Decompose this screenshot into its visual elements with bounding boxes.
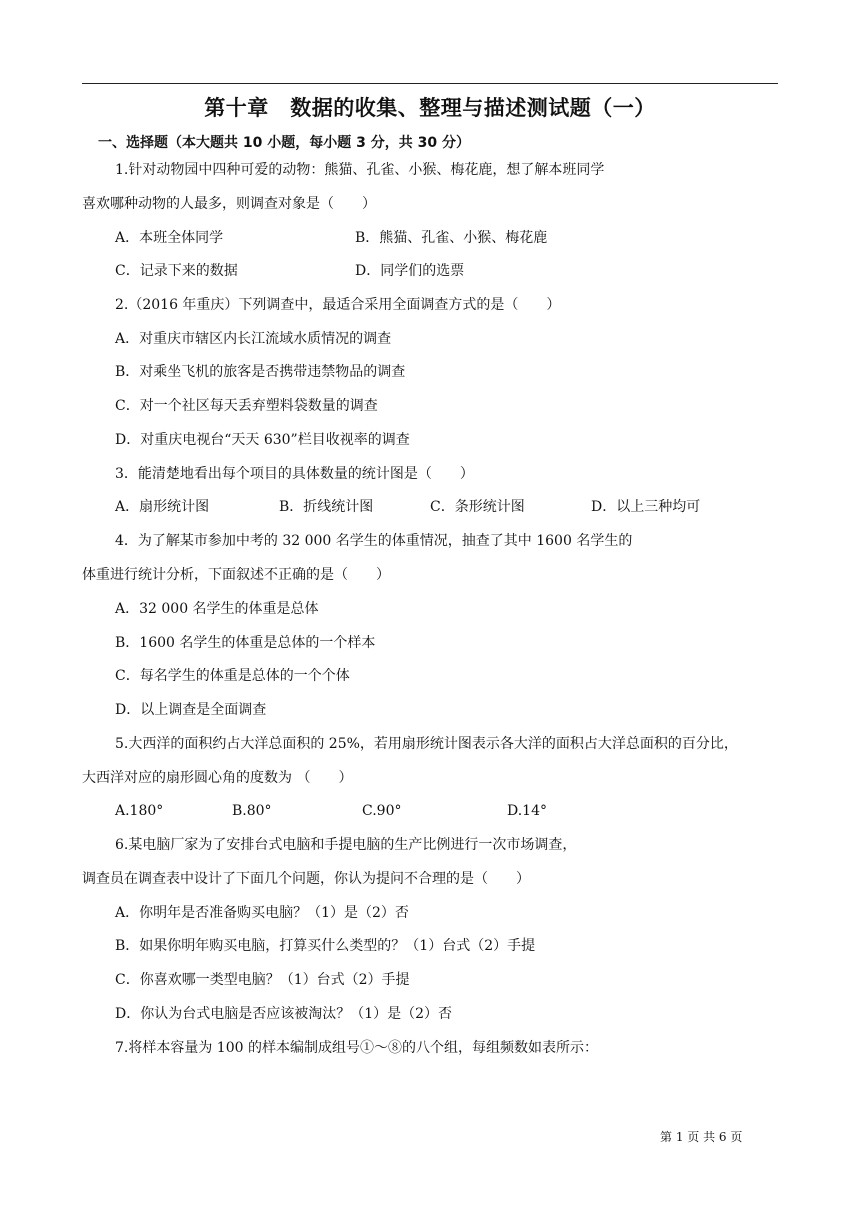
- question-4-stem-line-1: 4．为了解某市参加中考的 32 000 名学生的体重情况，抽查了其中 1600 名学生的: [115, 533, 633, 549]
- question-2-option-a: A．对重庆市辖区内长江流域水质情况的调查: [115, 331, 392, 347]
- question-1-option-d: D．同学们的选票: [355, 263, 465, 279]
- question-6-option-d: D．你认为台式电脑是否应该被淘汰？（1）是（2）否: [115, 1006, 453, 1022]
- question-2-option-d: D．对重庆电视台“天天 630”栏目收视率的调查: [115, 432, 410, 448]
- question-6-option-b: B．如果你明年购买电脑，打算买什么类型的？（1）台式（2）手提: [115, 938, 536, 954]
- page-number: 第 1 页 共 6 页: [660, 1130, 743, 1144]
- question-3-option-d: D．以上三种均可: [591, 499, 701, 515]
- question-2-option-b: B．对乘坐飞机的旅客是否携带违禁物品的调查: [115, 364, 406, 380]
- question-4-stem-line-2: 体重进行统计分析，下面叙述不正确的是（ ）: [82, 567, 390, 583]
- question-3-option-b: B．折线统计图: [279, 499, 374, 515]
- question-4-option-c: C．每名学生的体重是总体的一个个体: [115, 668, 350, 684]
- question-3-option-c: C．条形统计图: [430, 499, 525, 515]
- question-2-option-c: C．对一个社区每天丢弃塑料袋数量的调查: [115, 398, 378, 414]
- question-5-stem-line-2: 大西洋对应的扇形圆心角的度数为 （ ）: [82, 770, 353, 786]
- question-5-option-d: D.14°: [507, 803, 547, 819]
- question-4-option-d: D．以上调查是全面调查: [115, 702, 267, 718]
- header-rule: [82, 83, 778, 84]
- question-6-option-c: C．你喜欢哪一类型电脑？（1）台式（2）手提: [115, 972, 410, 988]
- question-5-option-c: C.90°: [362, 803, 402, 819]
- question-1-option-c: C．记录下来的数据: [115, 263, 238, 279]
- section-heading: 一、选择题（本大题共 10 小题，每小题 3 分，共 30 分）: [98, 135, 470, 151]
- question-5-stem-line-1: 5.大西洋的面积约占大洋总面积的 25%，若用扇形统计图表示各大洋的面积占大洋总面积的百分比，: [115, 736, 738, 752]
- question-6-stem-line-1: 6.某电脑厂家为了安排台式电脑和手提电脑的生产比例进行一次市场调查，: [115, 837, 577, 853]
- question-1-option-b: B．熊猫、孔雀、小猴、梅花鹿: [355, 230, 548, 246]
- question-1-stem-line-1: 1.针对动物园中四种可爱的动物：熊猫、孔雀、小猴、梅花鹿，想了解本班同学: [115, 162, 605, 178]
- question-6-option-a: A．你明年是否准备购买电脑？（1）是（2）否: [115, 905, 409, 921]
- question-3-option-a: A．扇形统计图: [115, 499, 210, 515]
- question-4-option-a: A．32 000 名学生的体重是总体: [115, 601, 319, 617]
- question-4-option-b: B．1600 名学生的体重是总体的一个样本: [115, 635, 376, 651]
- question-5-option-a: A.180°: [115, 803, 164, 819]
- question-6-stem-line-2: 调查员在调查表中设计了下面几个问题，你认为提问不合理的是（ ）: [82, 871, 530, 887]
- question-3-stem: 3．能清楚地看出每个项目的具体数量的统计图是（ ）: [115, 466, 474, 482]
- question-1-option-a: A．本班全体同学: [115, 230, 224, 246]
- question-2-stem: 2.（2016 年重庆）下列调查中，最适合采用全面调查方式的是（ ）: [115, 297, 561, 313]
- page-title: 第十章 数据的收集、整理与描述测试题（一）: [204, 96, 656, 120]
- question-1-stem-line-2: 喜欢哪种动物的人最多，则调查对象是（ ）: [82, 196, 376, 212]
- question-5-option-b: B.80°: [232, 803, 272, 819]
- question-7-stem: 7.将样本容量为 100 的样本编制成组号①～⑧的八个组，每组频数如表所示：: [115, 1040, 598, 1056]
